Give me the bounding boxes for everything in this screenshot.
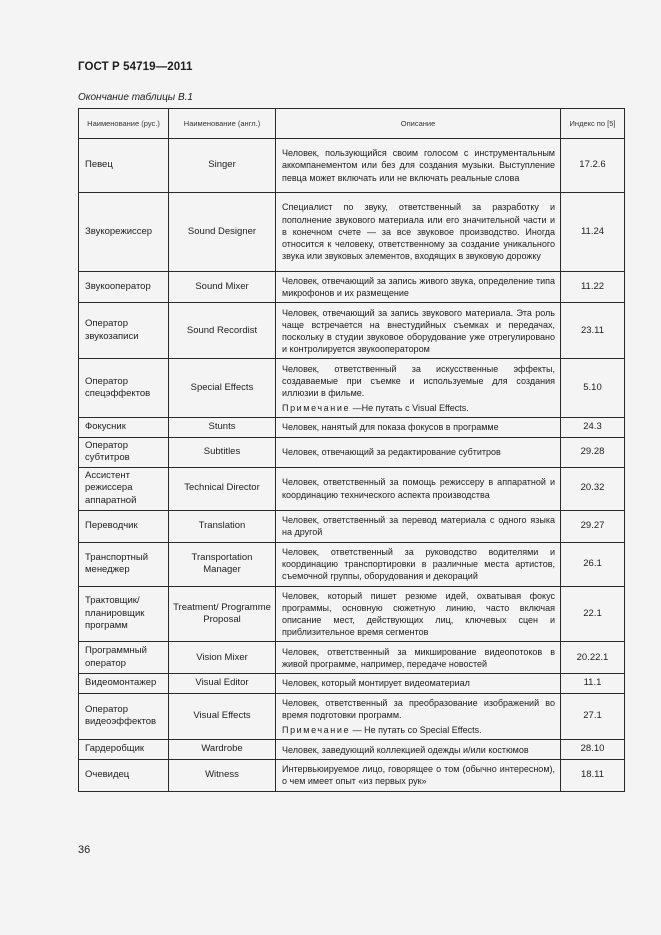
term-ru: Гардеробщик	[79, 740, 169, 760]
description-text: Человек, ответственный за искусственные эффекты, создаваемые при съемке и используемые для создания иллюзии в фильме.	[282, 363, 555, 398]
term-ru: Оператор звукозаписи	[79, 303, 169, 359]
term-description: Человек, отвечающий за запись звукового материала. Эта роль чаще встречается на внестудийных съемках и передачах, поскольку в студии звуковое оборудование уже отрегулировано и контролируется звукооператором	[276, 303, 561, 359]
term-description: Специалист по звуку, ответственный за разработку и пополнение звукового материала или его значительной части и в конечном счете — за все звуковое производство. Иногда относится к человеку, ответственному за создание уникального звука или звуковых элементов, входящих в звуковую дорожку	[276, 193, 561, 272]
table-row	[79, 740, 625, 760]
term-en: Sound Mixer	[169, 272, 276, 303]
term-ru: Оператор видеоэффектов	[79, 693, 169, 740]
term-en: Stunts	[169, 418, 276, 437]
term-description	[276, 693, 561, 740]
term-index: 18.11	[561, 760, 625, 791]
term-description: Человек, ответственный за перевод материала с одного языка на другой	[276, 510, 561, 542]
term-en: Translation	[169, 510, 276, 542]
term-index: 11.24	[561, 193, 625, 272]
table-row	[79, 272, 625, 303]
column-header-en: Наименование (англ.)	[169, 109, 276, 139]
term-en: Treatment/ Programme Proposal	[169, 586, 276, 642]
table-row	[79, 359, 625, 418]
term-en: Sound Designer	[169, 193, 276, 272]
term-description: Интервьюируемое лицо, говорящее о том (обычно интересном), о чем имеет опыт «из первых рук»	[276, 760, 561, 791]
table-row	[79, 542, 625, 586]
term-index: 5.10	[561, 359, 625, 418]
term-index: 26.1	[561, 542, 625, 586]
table-row	[79, 642, 625, 674]
term-index: 11.22	[561, 272, 625, 303]
term-description: Человек, нанятый для показа фокусов в программе	[276, 418, 561, 437]
page-number: 36	[78, 844, 91, 856]
term-ru: Очевидец	[79, 760, 169, 791]
term-index: 22.1	[561, 586, 625, 642]
document-header: ГОСТ Р 54719—2011	[78, 61, 193, 73]
term-index: 11.1	[561, 674, 625, 693]
term-ru: Звукооператор	[79, 272, 169, 303]
note-text: — Не путать со Special Effects.	[350, 725, 482, 736]
term-description: Человек, ответственный за микширование видеопотоков в живой программе, например, передаче новостей	[276, 642, 561, 674]
description-text: Человек, ответственный за преобразование изображений во время подготовки программ.	[282, 697, 555, 720]
term-en: Visual Effects	[169, 693, 276, 740]
term-ru: Транспортный менеджер	[79, 542, 169, 586]
table-row	[79, 193, 625, 272]
term-en: Vision Mixer	[169, 642, 276, 674]
term-description: Человек, пользующийся своим голосом с инструментальным аккомпанементом или без для создания музыки. Выступление певца может включать или не включать реальные слова	[276, 139, 561, 193]
table-row	[79, 674, 625, 693]
note-label: Примечание	[282, 725, 351, 736]
term-index: 29.27	[561, 510, 625, 542]
description-note	[282, 402, 555, 414]
term-ru: Трактовщик/ планировщик программ	[79, 586, 169, 642]
term-ru: Оператор спецэффектов	[79, 359, 169, 418]
term-description	[276, 359, 561, 418]
term-en: Singer	[169, 139, 276, 193]
term-en: Transportation Manager	[169, 542, 276, 586]
term-en: Visual Editor	[169, 674, 276, 693]
column-header-index: Индекс по [5]	[561, 109, 625, 139]
term-description: Человек, который пишет резюме идей, охватывая фокус программы, основную сюжетную линию, часто включая описание мест, действующих лиц, ключевых сцен и приблизительное время сегментов	[276, 586, 561, 642]
table-row	[79, 760, 625, 791]
term-description: Человек, отвечающий за редактирование субтитров	[276, 437, 561, 467]
term-ru: Ассистент режиссера аппаратной	[79, 467, 169, 510]
term-index: 20.22.1	[561, 642, 625, 674]
term-en: Technical Director	[169, 467, 276, 510]
term-index: 20.32	[561, 467, 625, 510]
table-caption: Окончание таблицы В.1	[78, 92, 193, 103]
term-ru: Оператор субтитров	[79, 437, 169, 467]
term-en: Sound Recordist	[169, 303, 276, 359]
term-ru: Видеомонтажер	[79, 674, 169, 693]
term-description: Человек, который монтирует видеоматериал	[276, 674, 561, 693]
term-en: Subtitles	[169, 437, 276, 467]
column-header-ru: Наименование (рус.)	[79, 109, 169, 139]
term-ru: Фокусник	[79, 418, 169, 437]
table-row	[79, 139, 625, 193]
term-en: Wardrobe	[169, 740, 276, 760]
table-row	[79, 303, 625, 359]
description-note	[282, 724, 555, 736]
term-ru: Звукорежиссер	[79, 193, 169, 272]
table-row	[79, 467, 625, 510]
term-ru: Певец	[79, 139, 169, 193]
term-ru: Программный оператор	[79, 642, 169, 674]
table-row	[79, 437, 625, 467]
column-header-description: Описание	[276, 109, 561, 139]
table-row	[79, 510, 625, 542]
note-label: Примечание	[282, 403, 351, 414]
term-en: Special Effects	[169, 359, 276, 418]
term-description: Человек, ответственный за руководство водителями и координацию транспортировки в различные места артистов, съемочной группы, оборудования и декораций	[276, 542, 561, 586]
terms-table	[78, 108, 625, 792]
table-row	[79, 693, 625, 740]
term-index: 17.2.6	[561, 139, 625, 193]
term-index: 23.11	[561, 303, 625, 359]
table-header-row	[79, 109, 625, 139]
table-row	[79, 418, 625, 437]
note-text: —Не путать с Visual Effects.	[350, 403, 469, 414]
term-index: 28.10	[561, 740, 625, 760]
table-row	[79, 586, 625, 642]
term-ru: Переводчик	[79, 510, 169, 542]
term-index: 24.3	[561, 418, 625, 437]
term-description: Человек, отвечающий за запись живого звука, определение типа микрофонов и их размещение	[276, 272, 561, 303]
term-en: Witness	[169, 760, 276, 791]
term-index: 29.28	[561, 437, 625, 467]
term-index: 27.1	[561, 693, 625, 740]
term-description: Человек, ответственный за помощь режиссеру в аппаратной и координацию технического аспекта производства	[276, 467, 561, 510]
term-description: Человек, заведующий коллекцией одежды и/или костюмов	[276, 740, 561, 760]
